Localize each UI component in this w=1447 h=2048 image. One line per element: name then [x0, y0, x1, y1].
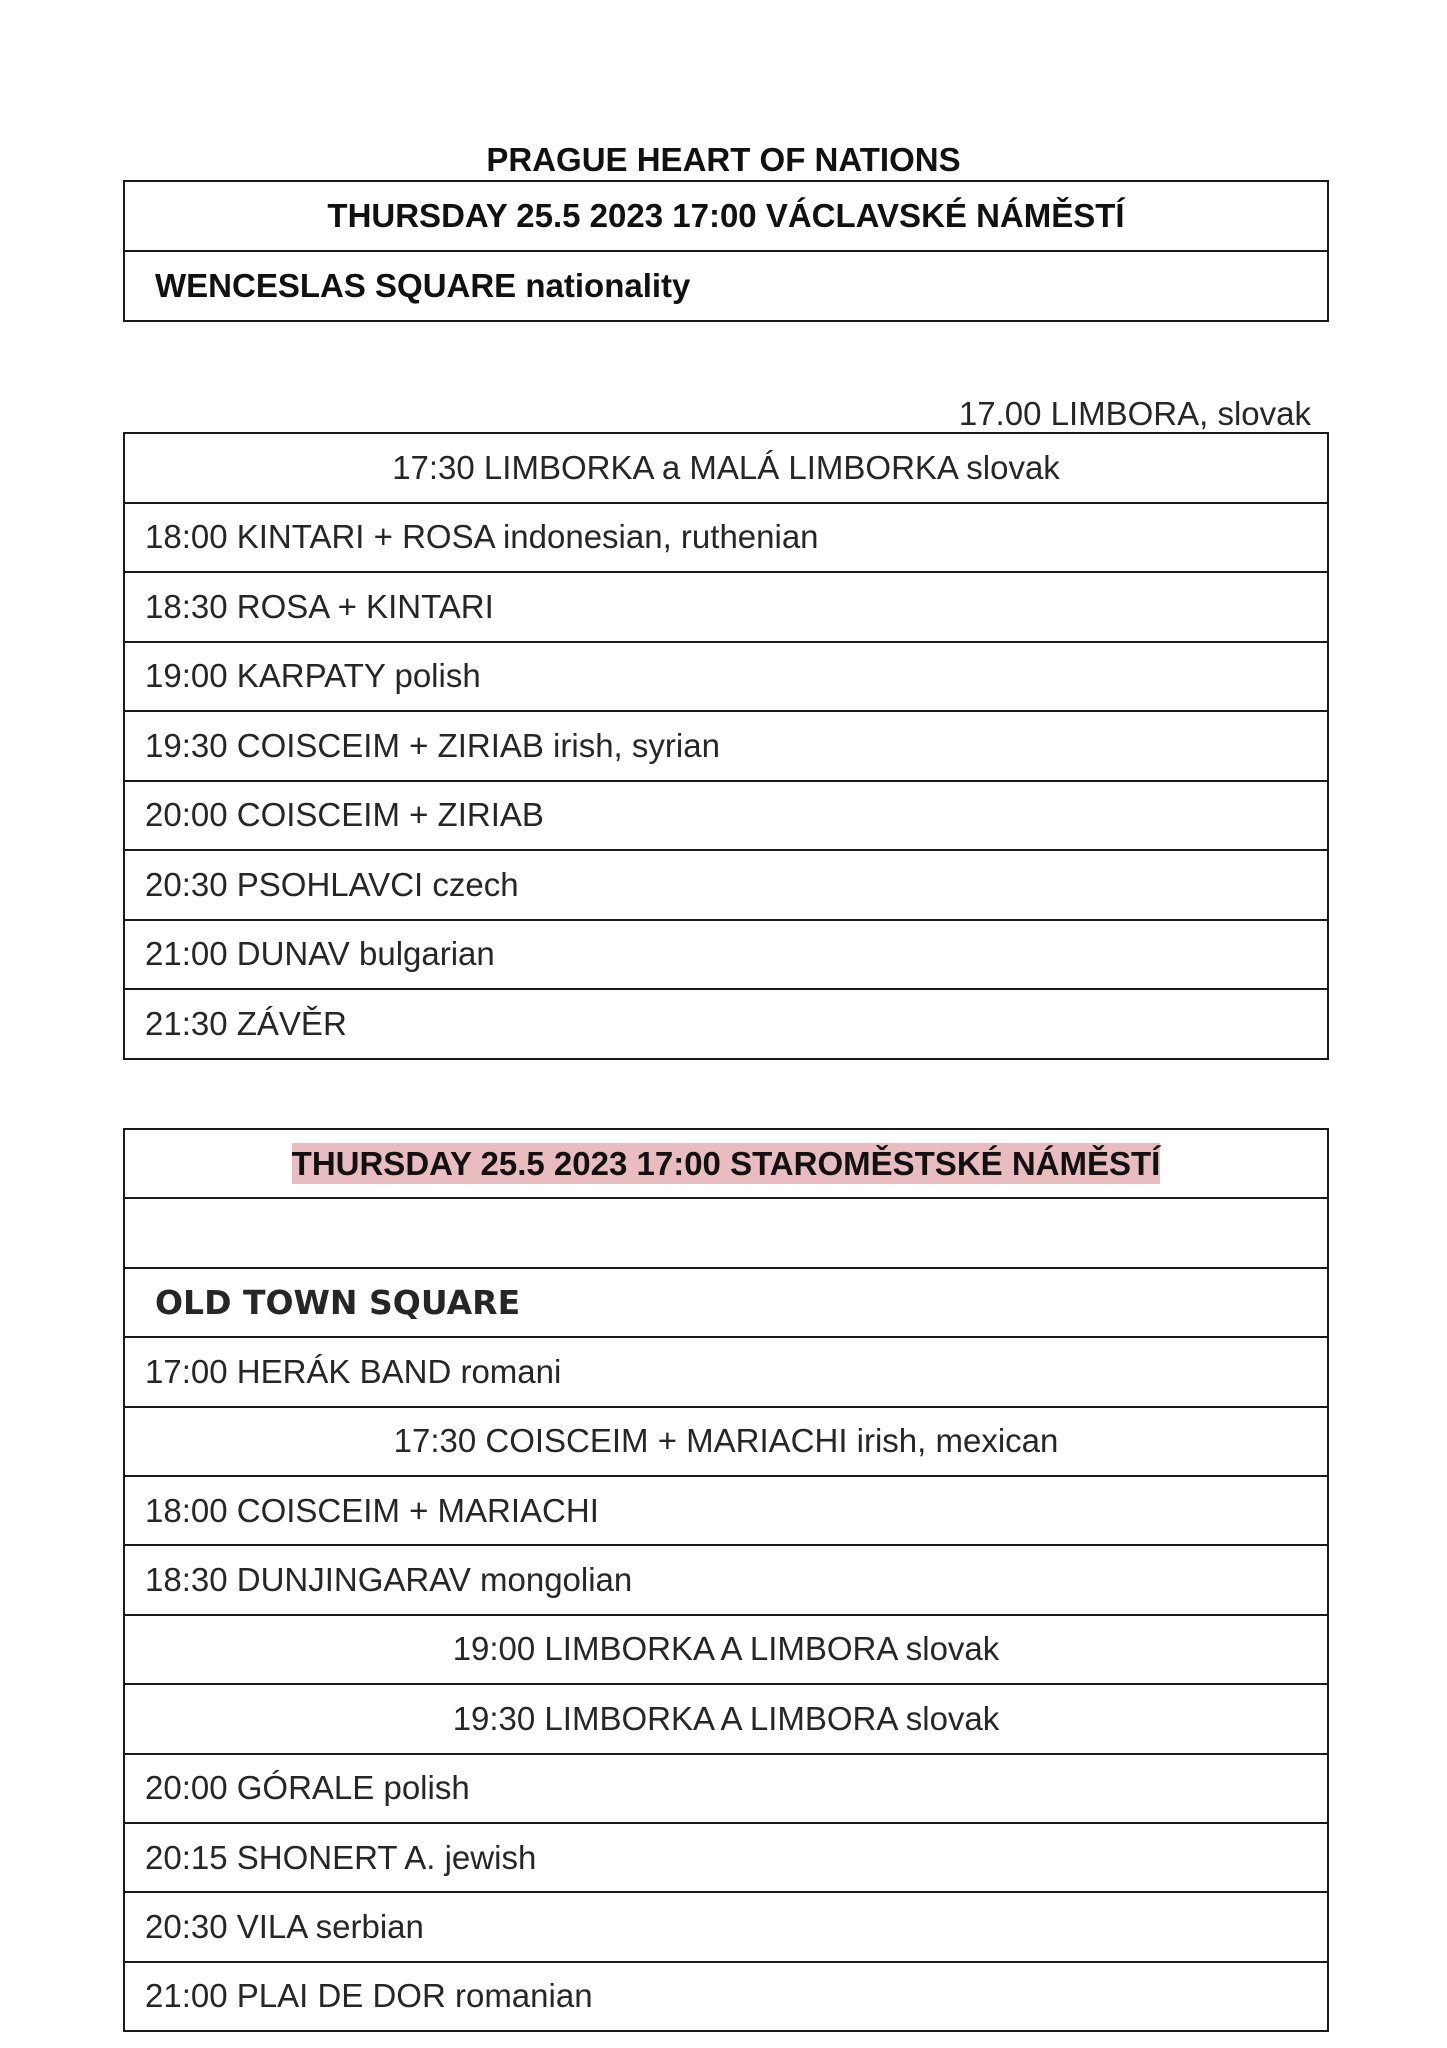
table-row [124, 181, 1328, 251]
table-row [124, 989, 1328, 1059]
schedule-entry: 20:30 VILA serbian [124, 1892, 1328, 1961]
table-row [124, 850, 1328, 920]
schedule-entry: 20:30 PSOHLAVCI czech [124, 850, 1328, 920]
section-header-wenceslas: THURSDAY 25.5 2023 17:00 VÁCLAVSKÉ NÁMĚSTÍ [124, 181, 1328, 251]
wenceslas-schedule-table [123, 432, 1329, 1060]
schedule-entry: 21:30 ZÁVĚR [124, 989, 1328, 1059]
table-row [124, 711, 1328, 781]
schedule-entry: 19:30 COISCEIM + ZIRIAB irish, syrian [124, 711, 1328, 781]
schedule-entry: 21:00 DUNAV bulgarian [124, 920, 1328, 990]
table-row [124, 503, 1328, 573]
section-subheader-wenceslas: WENCESLAS SQUARE nationality [124, 251, 1328, 321]
schedule-entry: 17:00 HERÁK BAND romani [124, 1337, 1328, 1406]
table-row [124, 1545, 1328, 1614]
table-row [124, 1754, 1328, 1823]
table-row [124, 781, 1328, 851]
table-row [124, 1129, 1328, 1198]
table-row [124, 1615, 1328, 1684]
table-row [124, 433, 1328, 503]
table-row [124, 1198, 1328, 1267]
schedule-entry-loose: 17.00 LIMBORA, slovak [958, 395, 1311, 432]
empty-cell [124, 1198, 1328, 1267]
section-header-highlight: THURSDAY 25.5 2023 17:00 STAROMĚSTSKÉ NÁMĚSTÍ [291, 1144, 1161, 1182]
section-subheader-old-town: OLD TOWN SQUARE [124, 1268, 1328, 1337]
table-row [124, 1684, 1328, 1753]
schedule-entry: 21:00 PLAI DE DOR romanian [124, 1962, 1328, 2031]
table-row [124, 642, 1328, 712]
schedule-entry: 20:15 SHONERT A. jewish [124, 1823, 1328, 1892]
schedule-entry: 18:00 COISCEIM + MARIACHI [124, 1476, 1328, 1545]
table-row [124, 1268, 1328, 1337]
schedule-entry: 18:00 KINTARI + ROSA indonesian, ruthenian [124, 503, 1328, 573]
table-row [124, 1337, 1328, 1406]
schedule-entry: 20:00 GÓRALE polish [124, 1754, 1328, 1823]
section-header-old-town [124, 1129, 1328, 1198]
table-row [124, 1823, 1328, 1892]
table-row [124, 1892, 1328, 1961]
schedule-entry: 19:30 LIMBORKA A LIMBORA slovak [124, 1684, 1328, 1753]
table-row [124, 1476, 1328, 1545]
wenceslas-header-table [123, 180, 1329, 322]
schedule-entry: 19:00 LIMBORKA A LIMBORA slovak [124, 1615, 1328, 1684]
schedule-entry: 18:30 ROSA + KINTARI [124, 572, 1328, 642]
table-row [124, 251, 1328, 321]
schedule-entry: 18:30 DUNJINGARAV mongolian [124, 1545, 1328, 1614]
schedule-entry: 17:30 LIMBORKA a MALÁ LIMBORKA slovak [124, 433, 1328, 503]
table-row [124, 572, 1328, 642]
schedule-entry: 17:30 COISCEIM + MARIACHI irish, mexican [124, 1407, 1328, 1476]
table-row [124, 920, 1328, 990]
table-row [124, 1407, 1328, 1476]
schedule-entry: 19:00 KARPATY polish [124, 642, 1328, 712]
old-town-schedule-table [123, 1128, 1329, 2032]
document-title: PRAGUE HEART OF NATIONS [486, 141, 961, 178]
table-row [124, 1962, 1328, 2031]
schedule-entry: 20:00 COISCEIM + ZIRIAB [124, 781, 1328, 851]
